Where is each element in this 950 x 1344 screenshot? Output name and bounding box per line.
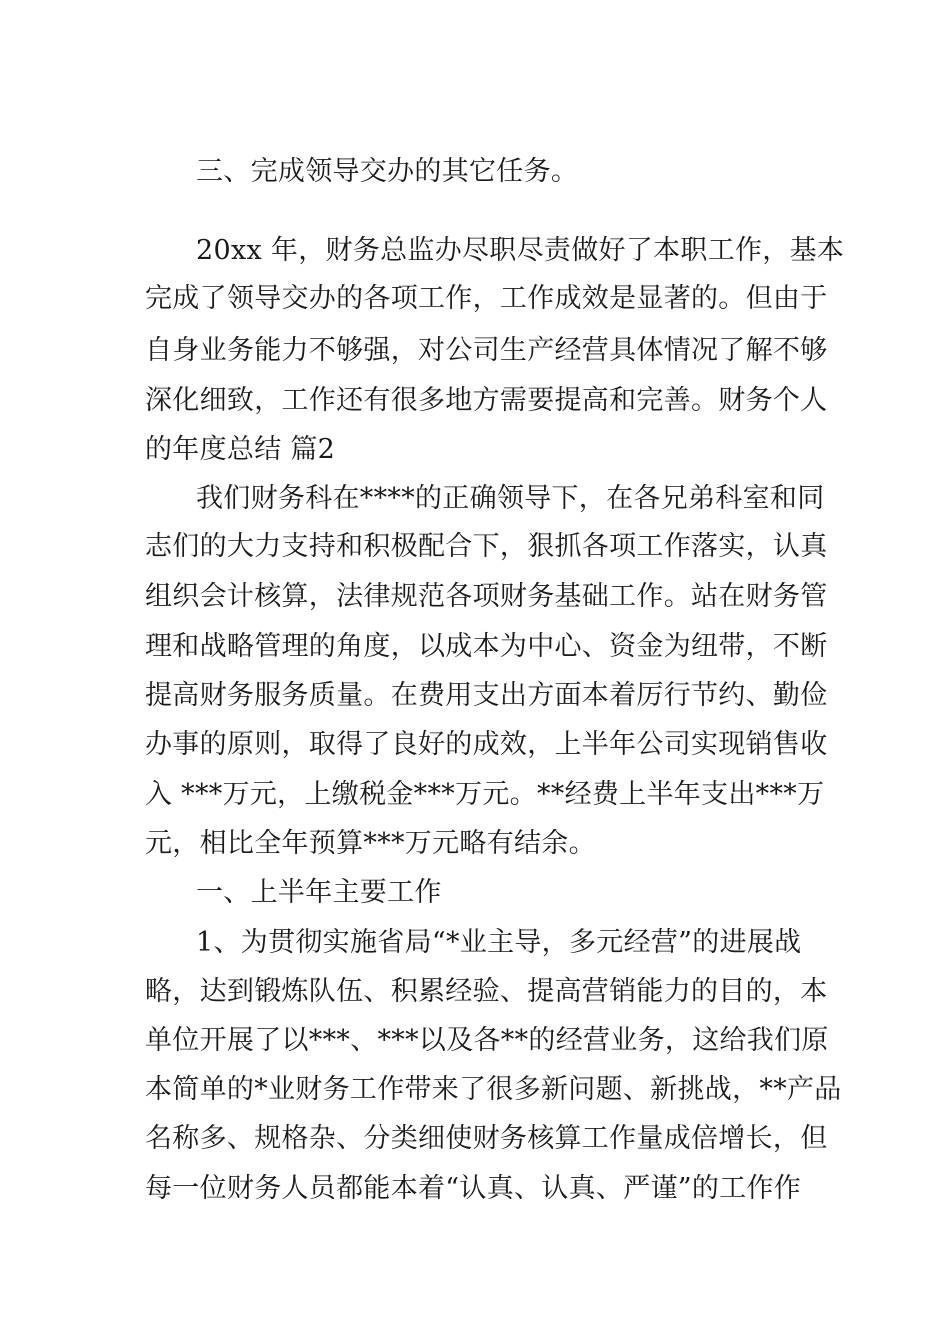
text-line-16: 1、为贯彻实施省局“*业主导，多元经营”的进展战 (196, 927, 802, 958)
text-line-17: 略，达到锻炼队伍、积累经验、提高营销能力的目的，本 (145, 976, 828, 1007)
text-line-7: 我们财务科在****的正确领导下，在各兄弟科室和同 (196, 483, 825, 514)
text-line-4: 自身业务能力不够强，对公司生产经营具体情况了解不够 (145, 335, 828, 366)
text-line-15: 一、上半年主要工作 (196, 877, 442, 908)
text-line-3: 完成了领导交办的各项工作，工作成效是显著的。但由于 (145, 283, 828, 314)
text-line-18: 单位开展了以***、***以及各**的经营业务，这给我们原 (145, 1025, 829, 1056)
text-line-10: 理和战略管理的角度，以成本为中心、资金为纽带，不断 (145, 631, 828, 662)
text-line-20: 名称多、规格杂、分类细使财务核算工作量成倍增长，但 (145, 1123, 828, 1154)
text-line-1: 三、完成领导交办的其它任务。 (196, 156, 579, 187)
text-line-2: 20xx 年，财务总监办尽职尽责做好了本职工作，基本 (196, 235, 845, 266)
text-line-14: 元，相比全年预算***万元略有结余。 (145, 828, 596, 859)
text-line-19: 本简单的*业财务工作带来了很多新问题、新挑战，**产品 (145, 1074, 842, 1105)
text-line-13: 入 ***万元，上缴税金***万元。**经费上半年支出***万 (145, 779, 825, 810)
text-line-12: 办事的原则，取得了良好的成效，上半年公司实现销售收 (145, 729, 828, 760)
text-line-21: 每一位财务人员都能本着“认真、认真、严谨”的工作作 (145, 1173, 802, 1204)
text-line-9: 组织会计核算，法律规范各项财务基础工作。站在财务管 (145, 581, 828, 612)
text-line-8: 志们的大力支持和积极配合下，狠抓各项工作落实，认真 (145, 531, 828, 562)
text-line-11: 提高财务服务质量。在费用支出方面本着厉行节约、勤俭 (145, 680, 828, 711)
text-line-5: 深化细致，工作还有很多地方需要提高和完善。财务个人 (145, 385, 828, 416)
text-line-6: 的年度总结 篇2 (145, 434, 336, 465)
